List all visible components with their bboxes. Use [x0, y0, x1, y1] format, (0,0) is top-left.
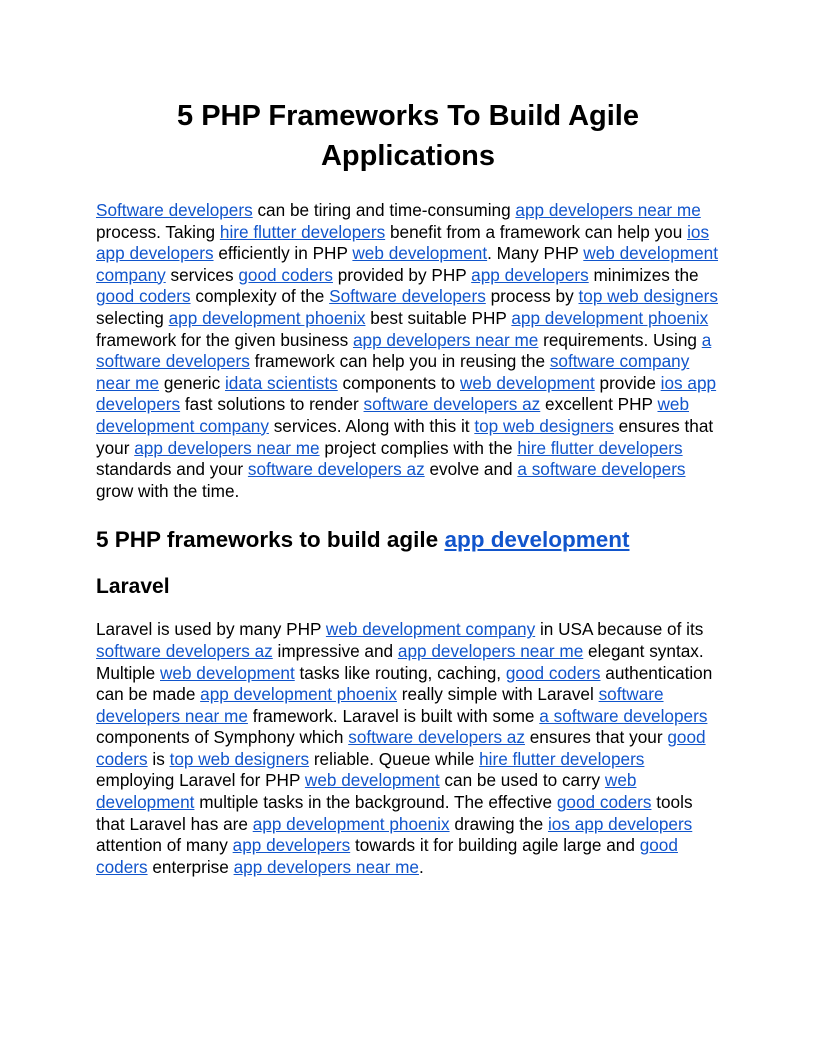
inline-link[interactable]: good coders — [505, 662, 601, 683]
page-title: 5 PHP Frameworks To Build Agile Applications — [177, 100, 639, 172]
inline-link[interactable]: app development phoenix — [511, 307, 709, 328]
section-heading-text: 5 PHP frameworks to build agile — [96, 527, 445, 553]
inline-link[interactable]: web development company — [96, 394, 690, 436]
subheading-laravel: Laravel — [96, 575, 170, 599]
text-run: provided by PHP — [332, 264, 472, 285]
inline-link[interactable]: app developers near me — [233, 856, 419, 877]
text-run: . Many PHP — [487, 243, 584, 264]
inline-link[interactable]: app developers — [232, 835, 351, 856]
inline-link[interactable]: web development — [460, 372, 595, 393]
text-run: multiple tasks in the background. The effective — [194, 792, 557, 813]
inline-link[interactable]: software developers az — [247, 459, 425, 480]
inline-link[interactable]: app development phoenix — [168, 307, 366, 328]
inline-link[interactable]: ios app developers — [96, 221, 710, 264]
text-run: drawing the — [449, 813, 548, 834]
text-run: framework for the given business — [96, 329, 353, 350]
inline-link[interactable]: hire flutter developers — [219, 221, 386, 242]
inline-link[interactable]: good coders — [96, 727, 706, 769]
inline-link[interactable]: web development company — [96, 243, 719, 285]
inline-link[interactable]: ios app developers — [547, 813, 693, 834]
text-run: standards and your — [96, 459, 248, 480]
inline-link[interactable]: good coders — [238, 264, 333, 285]
inline-link[interactable]: top web designers — [474, 415, 614, 436]
inline-link[interactable]: Software developers — [329, 286, 486, 307]
text-run: can be used to carry — [439, 770, 605, 791]
inline-link[interactable]: app developers near me — [134, 437, 320, 458]
text-run: process. Taking — [96, 221, 220, 242]
document-page — [96, 96, 720, 878]
text-run: components to — [337, 372, 461, 393]
laravel-paragraph — [96, 619, 720, 878]
inline-link[interactable]: hire flutter developers — [517, 437, 683, 458]
text-run: selecting — [96, 307, 169, 328]
inline-link[interactable]: good coders — [96, 286, 191, 307]
text-run: ensures that your — [524, 727, 668, 748]
text-run: attention of many — [96, 835, 233, 856]
inline-link[interactable]: good coders — [96, 835, 678, 877]
inline-link[interactable]: Software developers — [96, 200, 253, 220]
inline-link[interactable]: software company near me — [96, 351, 690, 393]
inline-link[interactable]: web development — [352, 243, 488, 264]
text-run: components of Symphony which — [96, 727, 349, 748]
inline-link[interactable]: software developers az — [96, 640, 273, 661]
text-run: complexity of the — [190, 286, 330, 307]
text-run: excellent PHP — [540, 394, 658, 415]
text-run: best suitable PHP — [365, 307, 512, 328]
inline-link[interactable]: software developers near me — [96, 684, 664, 726]
text-run: enterprise — [147, 856, 234, 877]
text-run: generic — [159, 372, 225, 393]
inline-link[interactable]: a software developers — [539, 705, 708, 726]
text-run: tools that Laravel has are — [96, 792, 693, 834]
inline-link[interactable]: a software developers — [96, 329, 712, 372]
inline-link[interactable]: app developers near me — [352, 329, 539, 350]
text-run: elegant syntax. Multiple — [96, 640, 704, 683]
text-run: tasks like routing, caching, — [294, 662, 506, 683]
inline-link[interactable]: hire flutter developers — [479, 748, 645, 769]
text-run: reliable. Queue while — [309, 748, 480, 769]
text-run: can be tiring and time-consuming — [252, 200, 516, 220]
text-run: provide — [594, 372, 661, 393]
text-run: evolve and — [424, 459, 518, 480]
inline-link[interactable]: web development — [160, 662, 295, 683]
text-run: services. Along with this it — [268, 415, 475, 436]
text-run: requirements. Using — [538, 329, 702, 350]
inline-link[interactable]: good coders — [556, 792, 652, 813]
text-run: services — [165, 264, 239, 285]
text-run: . — [418, 856, 424, 877]
inline-link[interactable]: web development company — [325, 619, 536, 640]
inline-link[interactable]: web development — [96, 770, 637, 813]
text-run: authentication can be made — [96, 662, 713, 705]
inline-link[interactable]: software developers az — [348, 727, 525, 748]
inline-link[interactable]: a software developers — [517, 459, 686, 480]
inline-link[interactable]: top web designers — [169, 748, 310, 769]
inline-link[interactable]: ios app developers — [96, 372, 717, 415]
inline-link[interactable]: app development phoenix — [252, 813, 450, 834]
intro-paragraph — [96, 200, 720, 502]
text-run: efficiently in PHP — [213, 243, 353, 264]
inline-link[interactable]: web development — [304, 770, 440, 791]
text-run: framework can help you in reusing the — [249, 351, 550, 372]
text-run: minimizes the — [588, 264, 699, 285]
inline-link[interactable]: idata scientists — [224, 372, 338, 393]
text-run: impressive and — [272, 640, 398, 661]
section-heading — [96, 526, 720, 554]
text-run: grow with the time. — [96, 480, 240, 501]
text-run: fast solutions to render — [180, 394, 364, 415]
text-run: process by — [485, 286, 579, 307]
text-run: really simple with Laravel — [397, 684, 599, 705]
text-run: ensures that your — [96, 415, 714, 458]
text-run: Laravel is used by many PHP — [96, 619, 326, 640]
inline-link[interactable]: app development phoenix — [200, 684, 398, 705]
text-run: in USA because of its — [535, 619, 704, 640]
section-heading-link[interactable]: app development — [444, 527, 630, 553]
text-run: towards it for building agile large and — [350, 835, 640, 856]
inline-link[interactable]: software developers az — [363, 394, 541, 415]
inline-link[interactable]: app developers near me — [397, 640, 584, 661]
text-run: benefit from a framework can help you — [385, 221, 688, 242]
text-run: is — [147, 748, 170, 769]
text-run: framework. Laravel is built with some — [247, 705, 540, 726]
inline-link[interactable]: top web designers — [578, 286, 718, 307]
inline-link[interactable]: app developers near me — [515, 200, 701, 220]
text-run: project complies with the — [319, 437, 518, 458]
text-run: employing Laravel for PHP — [96, 770, 305, 791]
inline-link[interactable]: app developers — [471, 264, 589, 285]
